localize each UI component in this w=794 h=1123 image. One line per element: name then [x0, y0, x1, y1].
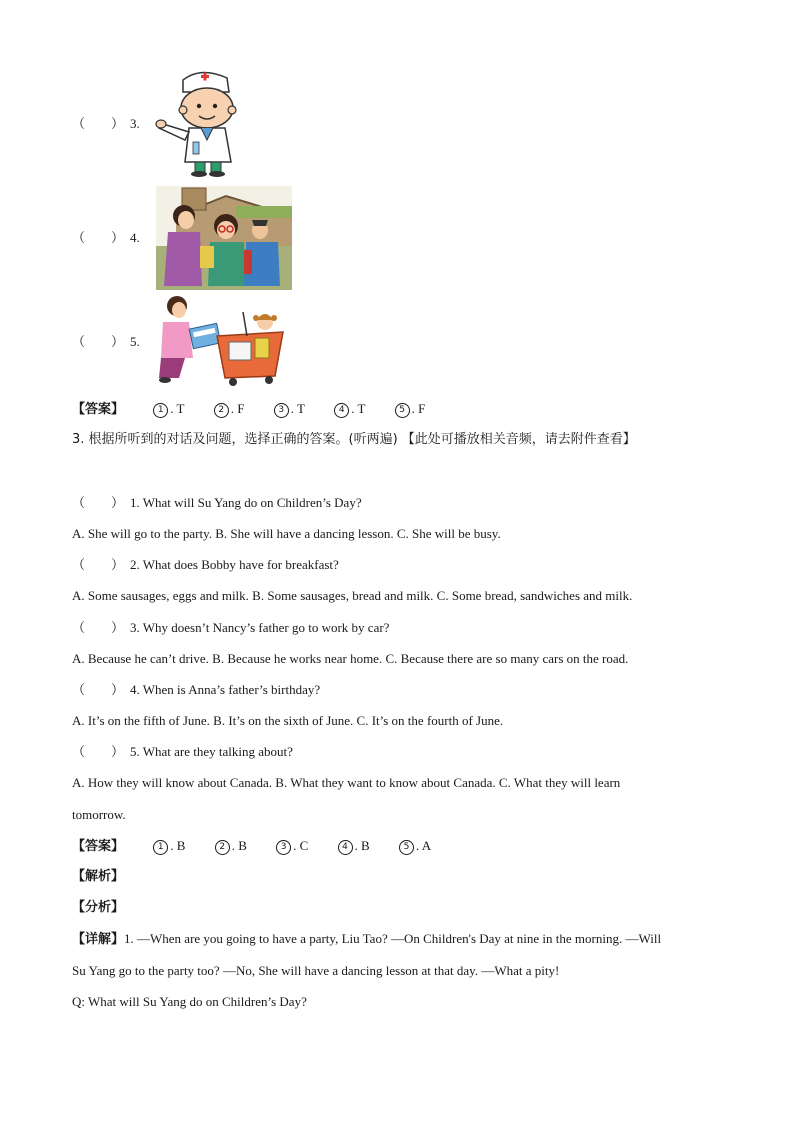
- circled-number: 3: [276, 840, 291, 855]
- detail-line-1: [72, 930, 661, 949]
- section-heading: 3. 根据所听到的对话及问题，选择正确的答案。(听两遍) 【此处可播放相关音频，请去附件查看】: [72, 432, 636, 447]
- answer-item: [153, 400, 184, 418]
- answer-value: . B: [170, 838, 186, 853]
- question-4-options: A. It’s on the fifth of June. B. It’s on the sixth of June. C. It’s on the fourth of June.: [72, 713, 504, 728]
- analysis-label: 【解析】: [72, 869, 125, 884]
- answer-value: . F: [411, 401, 426, 416]
- answer-item: [215, 837, 247, 855]
- circled-number: 1: [153, 840, 168, 855]
- circled-number: 2: [215, 840, 230, 855]
- question-text: 3. Why doesn’t Nancy’s father go to work by car?: [130, 620, 390, 635]
- answer-item: [338, 837, 370, 855]
- answer-item: [276, 837, 308, 855]
- answer-paren: （ ）: [72, 620, 125, 635]
- circled-number: 2: [214, 403, 229, 418]
- answer-value: . B: [231, 838, 247, 853]
- circled-number: 4: [334, 403, 349, 418]
- answer-item: [153, 837, 185, 855]
- picture-item-3: [72, 115, 140, 133]
- detail-line-2: Su Yang go to the party too? —No, She will have a dancing lesson at that day. —What a pity!: [72, 963, 560, 978]
- question-text: 1. What will Su Yang do on Children’s Day?: [130, 495, 362, 510]
- answer-row-1: [72, 400, 425, 419]
- question-5-options: A. How they will know about Canada. B. What they want to know about Canada. C. What they will learn: [72, 775, 621, 790]
- question-text: 2. What does Bobby have for breakfast?: [130, 557, 339, 572]
- answer-paren: （ ）: [72, 334, 125, 349]
- answer-value: . F: [230, 401, 245, 416]
- answer-value: . C: [293, 838, 309, 853]
- question-text: 5. What are they talking about?: [130, 744, 293, 759]
- great-wall-family-illustration: [156, 186, 292, 290]
- question-5-options-continued: tomorrow.: [72, 807, 126, 822]
- answer-value: . A: [415, 838, 432, 853]
- answer-item: [334, 400, 365, 418]
- answer-paren: （ ）: [72, 744, 125, 759]
- detail-text: 1. —When are you going to have a party, Liu Tao? —On Children's Day at nine in the morning. —Will: [124, 931, 662, 946]
- answer-paren: （ ）: [72, 116, 125, 131]
- question-4: [72, 681, 320, 699]
- breakdown-label: 【分析】: [72, 900, 125, 915]
- question-1: [72, 494, 362, 512]
- answer-item: [274, 400, 305, 418]
- picture-item-5: [72, 333, 140, 351]
- answer-paren: （ ）: [72, 495, 125, 510]
- item-number: 3.: [130, 116, 140, 131]
- question-2-options: A. Some sausages, eggs and milk. B. Some sausages, bread and milk. C. Some bread, sandwiches and milk.: [72, 588, 633, 603]
- answer-item: [214, 400, 245, 418]
- question-1-options: A. She will go to the party. B. She will have a dancing lesson. C. She will be busy.: [72, 526, 501, 541]
- question-3: [72, 619, 389, 637]
- picture-item-4: [72, 229, 140, 247]
- answer-paren: （ ）: [72, 682, 125, 697]
- circled-number: 1: [153, 403, 168, 418]
- detail-label: 【详解】: [72, 932, 125, 947]
- circled-number: 4: [338, 840, 353, 855]
- answer-value: . T: [290, 401, 305, 416]
- question-text: 4. When is Anna’s father’s birthday?: [130, 682, 321, 697]
- answer-item: [399, 837, 431, 855]
- item-number: 5.: [130, 334, 140, 349]
- circled-number: 3: [274, 403, 289, 418]
- question-5: [72, 743, 293, 761]
- circled-number: 5: [395, 403, 410, 418]
- answer-value: . T: [170, 401, 185, 416]
- answer-paren: （ ）: [72, 557, 125, 572]
- answer-label: 【答案】: [72, 402, 125, 417]
- doctor-illustration: [155, 66, 245, 178]
- answer-value: . B: [354, 838, 370, 853]
- circled-number: 5: [399, 840, 414, 855]
- question-3-options: A. Because he can’t drive. B. Because he works near home. C. Because there are so many cars on the road.: [72, 651, 629, 666]
- item-number: 4.: [130, 230, 140, 245]
- answer-item: [395, 400, 426, 418]
- detail-question: Q: What will Su Yang do on Children’s Day?: [72, 994, 307, 1009]
- answer-paren: （ ）: [72, 230, 125, 245]
- shopping-illustration: [155, 292, 285, 386]
- question-2: [72, 556, 339, 574]
- answer-row-2: [72, 837, 431, 856]
- answer-label: 【答案】: [72, 839, 125, 854]
- answer-value: . T: [351, 401, 366, 416]
